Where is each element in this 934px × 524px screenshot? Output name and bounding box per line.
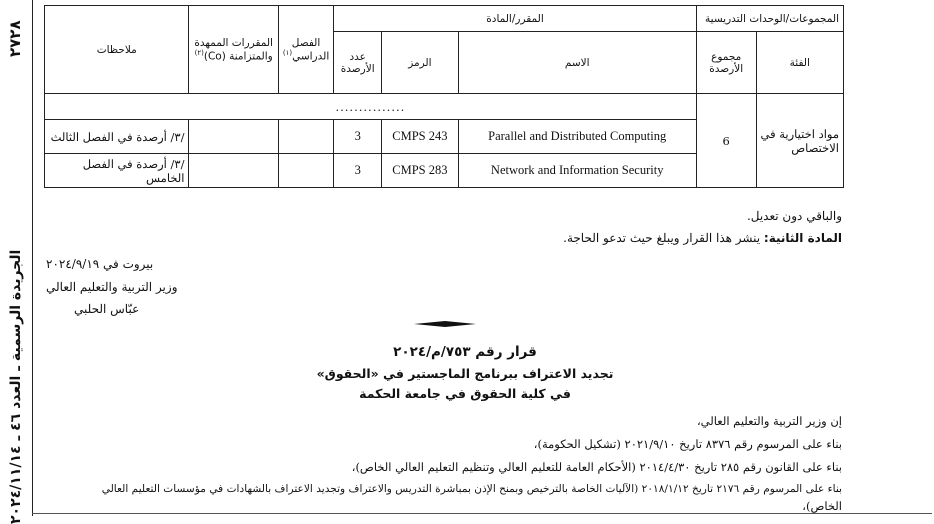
course-note: /٣/ أرصدة في الفصل الثالث bbox=[45, 120, 189, 154]
course-code: CMPS 283 bbox=[382, 154, 458, 188]
semester-cell bbox=[278, 154, 333, 188]
course-credits: 3 bbox=[334, 154, 382, 188]
article-two-body: ينشر هذا القرار ويبلغ حيث تدعو الحاجة. bbox=[563, 231, 764, 245]
preamble-line: بناء على القانون رقم ٢٨٥ تاريخ ٢٠١٤/٤/٣٠ (الأحكام العامة للتعليم العالي وتنظيم التعليم العالي الخاص)، bbox=[351, 460, 842, 474]
article-two bbox=[563, 231, 842, 245]
semester-cell bbox=[278, 120, 333, 154]
header-course: المقرر/المادة bbox=[334, 6, 697, 32]
prereq-cell bbox=[189, 120, 278, 154]
header-notes: ملاحظات bbox=[45, 6, 189, 94]
header-prereq bbox=[189, 6, 278, 94]
preamble-line: بناء على المرسوم رقم ٨٣٧٦ تاريخ ٢٠٢١/٩/١٠ (تشكيل الحكومة)، bbox=[533, 437, 842, 451]
course-code: CMPS 243 bbox=[382, 120, 458, 154]
header-credits: عدد الأرصدة bbox=[334, 32, 382, 94]
header-name: الاسم bbox=[458, 32, 696, 94]
remainder-text: والباقي دون تعديل. bbox=[746, 209, 842, 223]
decision-title-line-2: في كلية الحقوق في جامعة الحكمة bbox=[359, 386, 571, 401]
signoff-place-date: بيروت في ٢٠٢٤/٩/١٩ bbox=[46, 257, 154, 271]
header-code: الرمز bbox=[382, 32, 458, 94]
course-name: Parallel and Distributed Computing bbox=[458, 120, 696, 154]
courses-table bbox=[44, 5, 844, 188]
header-semester bbox=[278, 6, 333, 94]
course-name: Network and Information Security bbox=[458, 154, 696, 188]
signoff-name: عبّاس الحلبي bbox=[74, 302, 140, 316]
header-groups: المجموعات/الوحدات التدريسية bbox=[696, 6, 843, 32]
preamble-line: إن وزير التربية والتعليم العالي، bbox=[696, 414, 842, 428]
margin-rule bbox=[32, 0, 33, 516]
decision-title-line-1: تجديد الاعتراف ببرنامج الماجستير في «الحقوق» bbox=[316, 366, 614, 381]
ellipsis-row: ............... bbox=[45, 94, 697, 120]
course-credits: 3 bbox=[334, 120, 382, 154]
header-prereq-label: المقررات الممهدة والمتزامنة (Co) bbox=[194, 36, 273, 63]
header-group-credits: مجموع الأرصدة bbox=[696, 32, 756, 94]
gazette-running-header: الجريدة الرسمية ـ العدد ٤٦ ـ ٢٠٢٤/١١/١٤ bbox=[8, 249, 24, 524]
header-prereq-note: (٢) bbox=[194, 48, 204, 57]
header-semester-label: الفصل الدراسي bbox=[291, 36, 330, 63]
group-total-cell: 6 bbox=[696, 94, 756, 188]
course-note: /٣/ أرصدة في الفصل الخامس bbox=[45, 154, 189, 188]
prereq-cell bbox=[189, 154, 278, 188]
header-semester-note: (١) bbox=[282, 48, 293, 57]
section-divider-icon bbox=[414, 321, 476, 327]
category-cell: مواد اختيارية في الاختصاص bbox=[756, 94, 843, 188]
preamble-line: الخاص)، bbox=[802, 499, 842, 513]
header-category: الفئة bbox=[756, 32, 843, 94]
page-number: ٢٧٢٨ bbox=[6, 20, 24, 58]
signoff-title: وزير التربية والتعليم العالي bbox=[46, 280, 178, 294]
article-two-label: المادة الثانية: bbox=[763, 231, 842, 245]
bottom-rule bbox=[32, 513, 932, 514]
decision-number: قرار رقم ٧٥٣/م/٢٠٢٤ bbox=[393, 344, 537, 360]
preamble-line: بناء على المرسوم رقم ٢١٧٦ تاريخ ٢٠١٨/١/١٢ (الآليات الخاصة بالترخيص وبمنح الإذن بمباشرة التدريس والاعتراف وتجديد الاعتراف بالشهادات في مؤسسات التعليم العالي bbox=[101, 483, 842, 495]
